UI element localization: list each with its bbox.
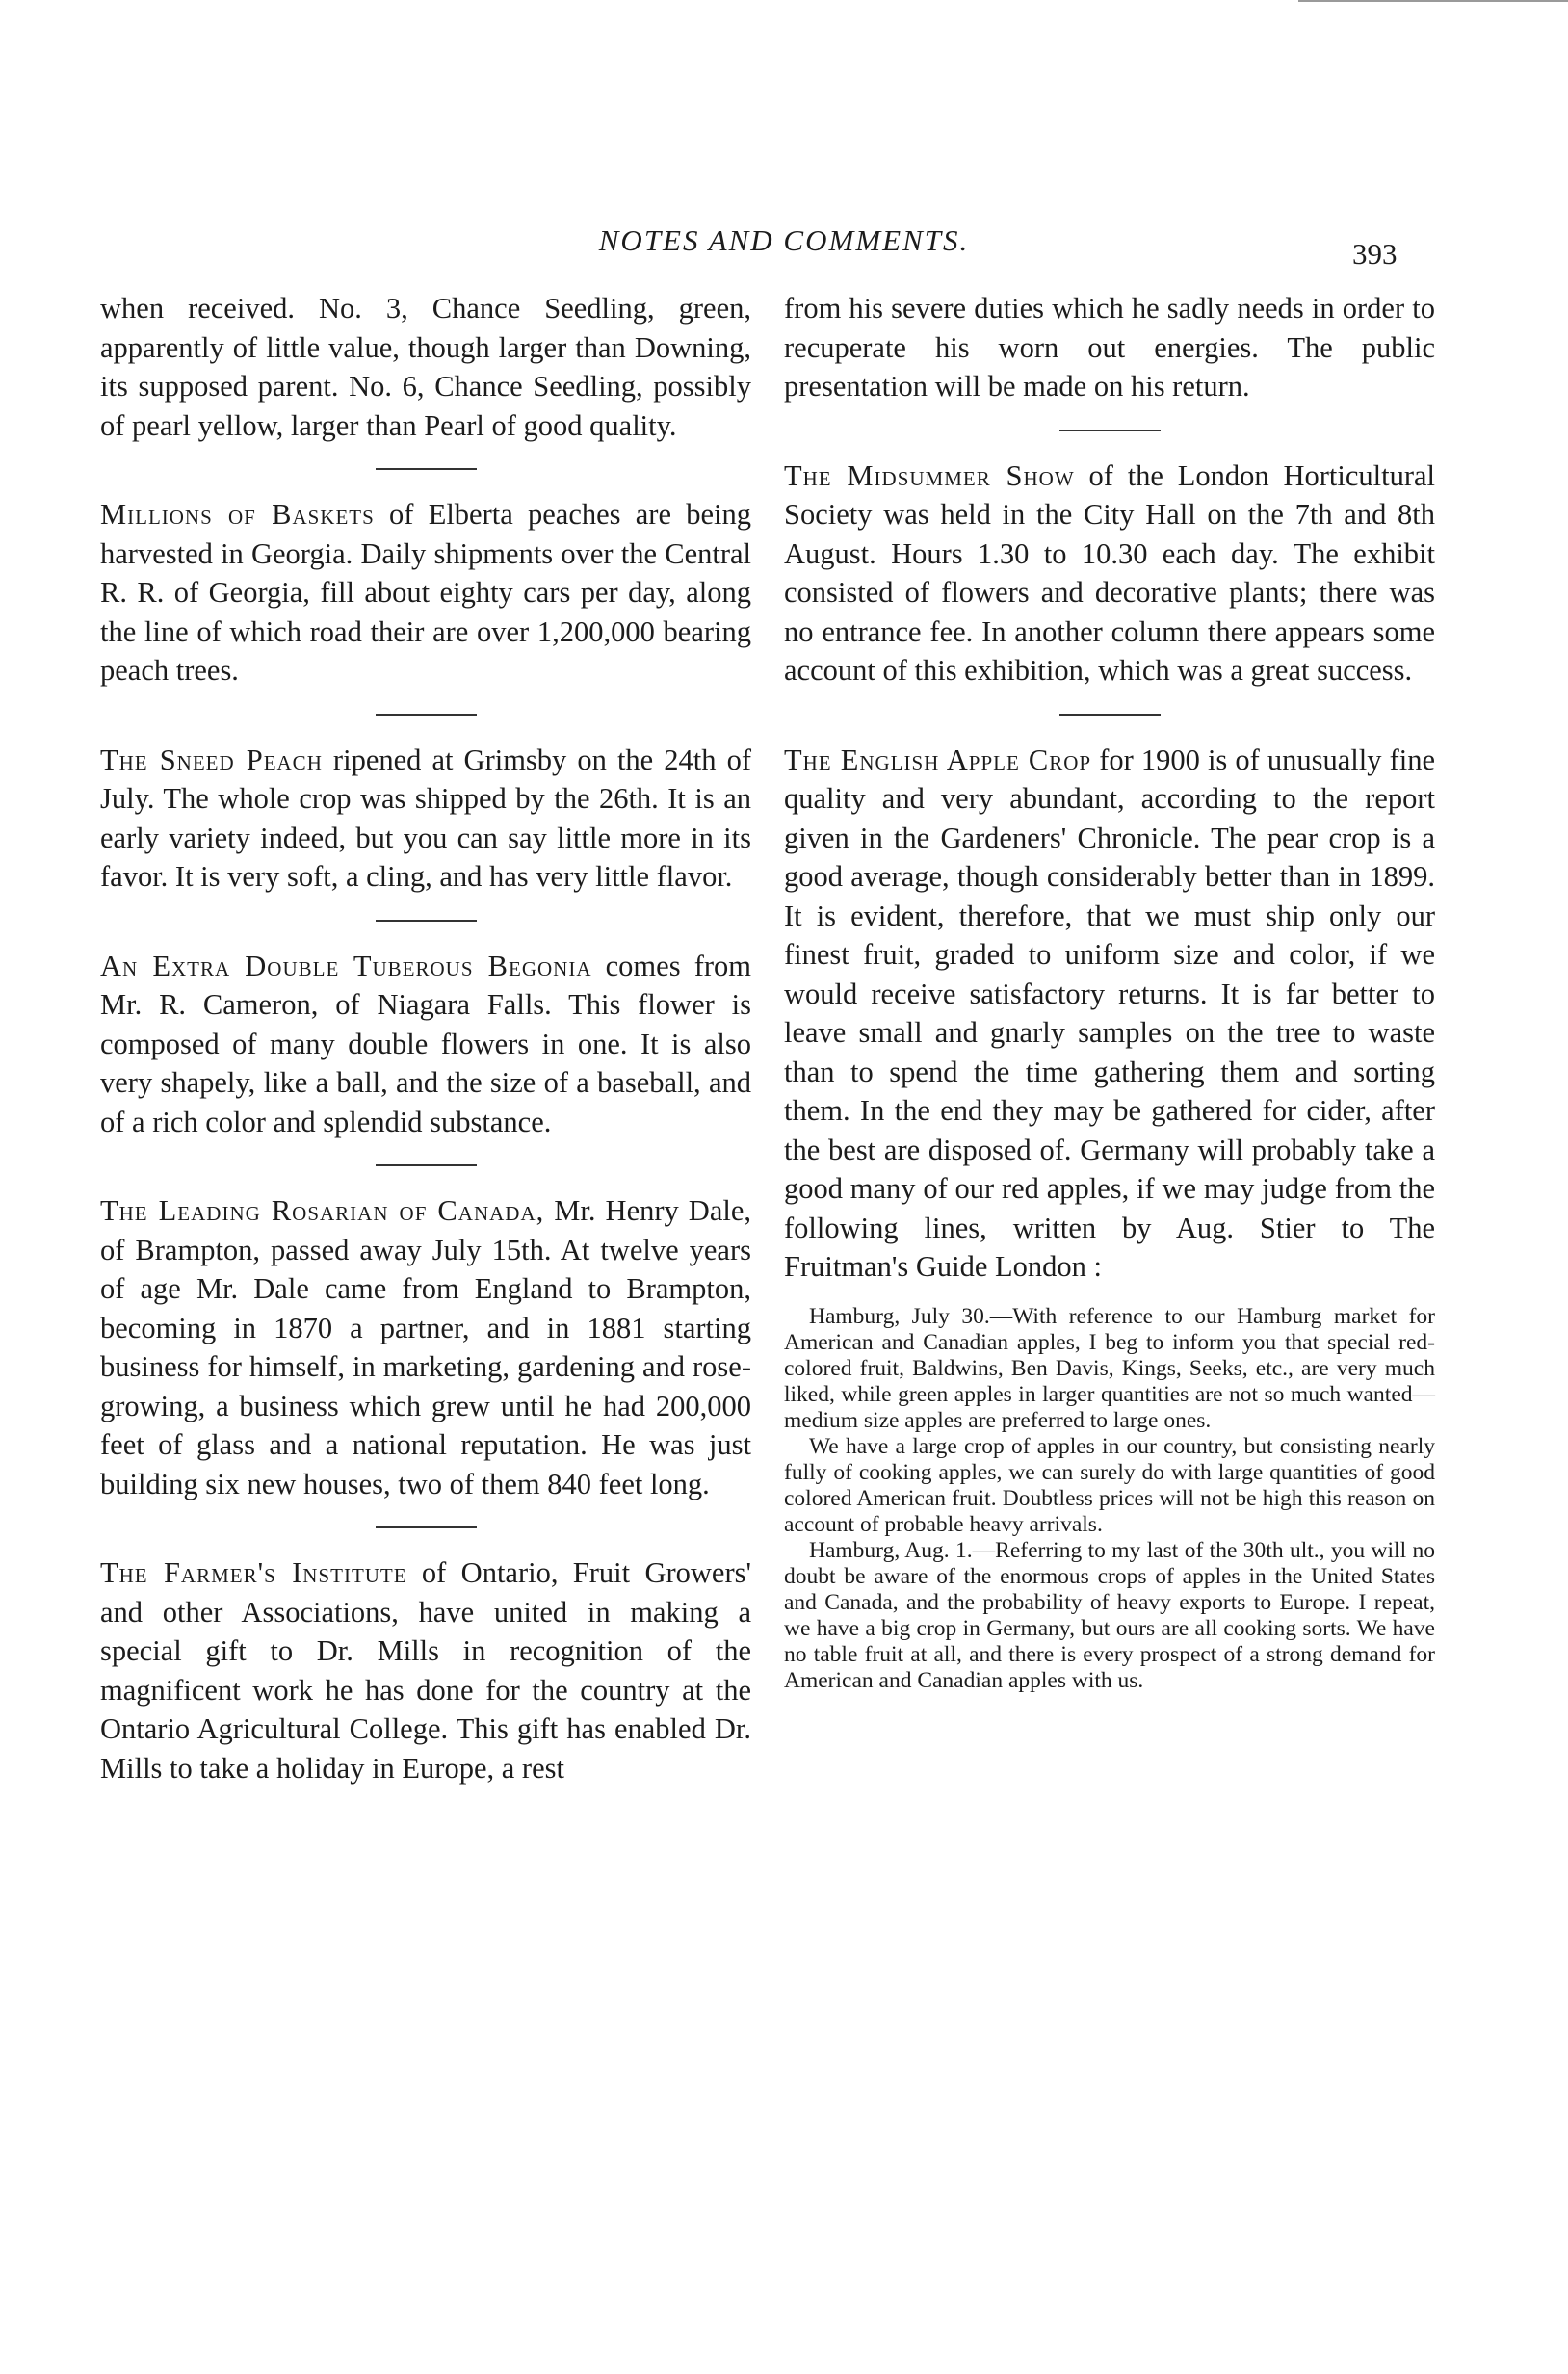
paragraph-text: of Elberta peaches are being harvested in Georgia. Daily shipments over the Central R. R. of Georgia, fill about eighty cars per day, along the line of which road their are over 1,200,000 bearing peach trees. (100, 498, 751, 687)
paragraph-title: Millions of Baskets (100, 498, 375, 531)
paragraph-title: The English Apple Crop (784, 743, 1092, 776)
paragraph-leading-rosarian (100, 1191, 751, 1503)
quote-hamburg-july: Hamburg, July 30.—With reference to our Hamburg market for American and Canadian apples, I beg to inform you that special red-colored fruit, Baldwins, Ben Davis, Kings, Seeks, etc., are very much liked, while green apples in larger quantities are not so much wanted—medium size apples are preferred to large ones. (784, 1303, 1435, 1433)
paragraph-tuberous-begonia (100, 947, 751, 1142)
section-divider (376, 1164, 477, 1166)
section-divider (376, 468, 477, 470)
paragraph-text: of the London Horticultural Society was held in the City Hall on the 7th and 8th August. Hours 1.30 to 10.30 each day. The exhibit consisted of flowers and decorative plants; there was no entrance fee. In another column there appears some account of this exhibition, which was a great success. (784, 458, 1435, 687)
running-head: NOTES AND COMMENTS. (598, 223, 970, 257)
paragraph-title: The Leading Rosarian of Canada, (100, 1194, 545, 1227)
paragraph-english-apple-crop (784, 741, 1435, 1287)
paragraph-elberta-peaches (100, 495, 751, 691)
right-column (784, 289, 1435, 1694)
paragraph-midsummer-show (784, 457, 1435, 691)
quoted-letters (784, 1304, 1435, 1694)
paragraph-sneed-peach (100, 741, 751, 897)
paragraph-title: The Farmer's Institute (100, 1556, 407, 1589)
section-divider (1059, 430, 1161, 431)
quote-hamburg-august: Hamburg, Aug. 1.—Referring to my last of the 30th ult., you will no doubt be aware of the enormous crops of apples in the United States and Canada, and the probability of heavy exports to Europe. I repeat, we have a big crop in Germany, but ours are all cooking sorts. We have no table fruit at all, and there is every prospect of a strong demand for American and Canadian apples with us. (784, 1537, 1435, 1693)
paragraph-title: The Midsummer Show (784, 458, 1075, 492)
section-divider (376, 920, 477, 922)
left-column (100, 289, 751, 1787)
page-number: 393 (1352, 237, 1398, 271)
paragraph-text: comes from Mr. R. Cameron, of Niagara Falls. This flower is composed of many double flowers in one. It is also very shapely, like a ball, and the size of a baseball, and of a rich color and splendid substance. (100, 949, 751, 1138)
paragraph-text: of Ontario, Fruit Growers' and other Associations, have united in making a special gift to Dr. Mills in recognition of the magnificent work he has done for the country at the Ontario Agricultural College. This gift has enabled Dr. Mills to take a holiday in Europe, a rest (100, 1556, 751, 1785)
quote-large-crop: We have a large crop of apples in our country, but consisting nearly fully of cooking apples, we can surely do with large quantities of good colored American fruit. Doubtless prices will not be high this reason on account of probable heavy arrivals. (784, 1433, 1435, 1537)
section-divider (1059, 714, 1161, 716)
section-divider (376, 1526, 477, 1528)
paragraph-chance-seedling (100, 289, 751, 445)
paragraph-dr-mills-continued (784, 289, 1435, 406)
top-edge-rule (1298, 0, 1568, 2)
paragraph-text: Mr. Henry Dale, of Brampton, passed away July 15th. At twelve years of age Mr. Dale came from England to Brampton, becoming in 1870 a partner, and in 1881 starting business for himself, in marketing, gardening and rose-growing, a business which grew until he had 200,000 feet of glass and a national reputation. He was just building six new houses, two of them 840 feet long. (100, 1194, 751, 1500)
paragraph-text: from his severe duties which he sadly needs in order to recuperate his worn out energies. The public presentation will be made on his return. (784, 292, 1435, 403)
paragraph-title: An Extra Double Tuberous Begonia (100, 949, 592, 982)
paragraph-title: The Sneed Peach (100, 743, 323, 776)
paragraph-farmers-institute (100, 1553, 751, 1787)
paragraph-text: for 1900 is of unusually fine quality and very abundant, according to the report given in the Gardeners' Chronicle. The pear crop is a good average, though considerably better than in 1899. It is evident, therefore, that we must ship only our finest fruit, graded to uniform size and color, if we would receive satisfactory returns. It is far better to leave small and gnarly samples on the tree to waste than to spend the time gathering them and sorting them. In the end they may be gathered for cider, after the best are disposed of. Germany will probably take a good many of our red apples, if we may judge from the following lines, written by Aug. Stier to The Fruitman's Guide London : (784, 743, 1435, 1283)
paragraph-text: ripened at Grimsby on the 24th of July. The whole crop was shipped by the 26th. It is an early variety indeed, but you can say little more in its favor. It is very soft, a cling, and has very little flavor. (100, 743, 752, 893)
paragraph-text: when received. No. 3, Chance Seedling, green, apparently of little value, though larger than Downing, its supposed parent. No. 6, Chance Seedling, possibly of pearl yellow, larger than Pearl of good quality. (100, 292, 751, 442)
section-divider (376, 714, 477, 716)
